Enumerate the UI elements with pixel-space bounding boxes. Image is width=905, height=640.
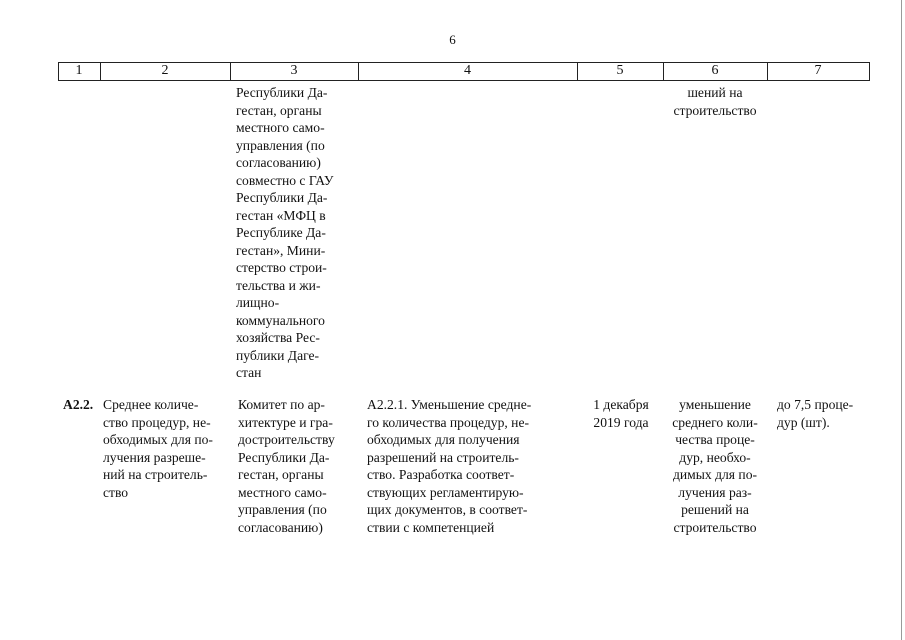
text-line: местного само- [236, 120, 325, 135]
text-line: согласованию) [238, 519, 323, 535]
text-line: лучения разреше- [103, 449, 206, 465]
text-line: управления (по [236, 137, 325, 153]
text-line: го количества процедур, не- [367, 414, 530, 430]
text-line: А2.2.1. Уменьшение средне- [367, 397, 532, 412]
text-line: 1 декабря [593, 397, 649, 412]
text-line: дур, необхо- [679, 449, 751, 465]
result-cell [663, 396, 767, 536]
text-line: уменьшение [679, 397, 751, 412]
text-line: стерство строи- [236, 260, 327, 275]
header-col-1: 1 [75, 63, 83, 78]
continuation-result-cell [663, 84, 767, 119]
text-line: дур (шт). [777, 414, 830, 430]
continuation-responsible-cell [236, 84, 354, 382]
column-divider [869, 62, 870, 80]
header-col-4: 4 [464, 63, 471, 78]
header-col-2: 2 [161, 63, 169, 78]
text-line: 2019 года [593, 414, 649, 430]
text-line: стан [236, 365, 262, 380]
header-bottom-border [58, 80, 870, 81]
text-line: гестан «МФЦ в [236, 207, 326, 223]
text-line: строительство [673, 102, 757, 118]
text-line: Республике Да- [236, 225, 326, 240]
text-line: решений на [681, 502, 749, 517]
text-line: ний на строитель- [103, 467, 208, 482]
text-line: согласованию) [236, 155, 321, 170]
text-line: гестан, органы [238, 467, 324, 482]
text-line: ствии с компетенцией [367, 519, 495, 535]
text-line: Республики Да- [236, 190, 328, 205]
text-line: совместно с ГАУ [236, 172, 334, 188]
action-cell [367, 396, 557, 536]
text-line: обходимых для по- [103, 432, 213, 447]
header-col-5: 5 [616, 63, 624, 78]
text-line: ствующих регламентирую- [367, 484, 524, 500]
text-line: обходимых для получения [367, 432, 520, 447]
page-edge [901, 0, 902, 640]
page-number: 6 [449, 32, 456, 47]
header-col-7: 7 [814, 63, 822, 78]
text-line: ство. Разработка соответ- [367, 467, 515, 482]
text-line: Республики Да- [238, 449, 330, 465]
text-line: ство процедур, не- [103, 414, 211, 430]
text-line: среднего коли- [672, 414, 758, 430]
text-line: димых для по- [672, 467, 758, 482]
text-line: местного само- [238, 484, 327, 500]
text-line: хозяйства Рес- [236, 330, 320, 345]
text-line: тельства и жи- [236, 277, 321, 293]
header-col-3: 3 [290, 63, 298, 78]
text-line: ство [103, 484, 129, 500]
text-line: достроительству [238, 432, 335, 447]
deadline-cell [582, 396, 660, 431]
text-line: щих документов, в соответ- [367, 502, 528, 517]
target-cell [777, 396, 867, 431]
text-line: до 7,5 проце- [777, 397, 854, 412]
text-line: гестан», Мини- [236, 242, 326, 258]
text-line: Комитет по ар- [238, 397, 325, 412]
text-line: чества проце- [675, 432, 755, 447]
text-line: шений на [687, 85, 743, 100]
text-line: Республики Да- [236, 85, 328, 100]
indicator-cell [103, 396, 228, 501]
header-col-6: 6 [711, 63, 719, 78]
text-line: лучения раз- [678, 484, 752, 500]
text-line: хитектуре и гра- [238, 414, 333, 430]
text-line: строительство [673, 519, 757, 535]
row-code: A2.2. [63, 397, 94, 412]
text-line: управления (по [238, 502, 327, 517]
text-line: коммунального [236, 312, 325, 328]
text-line: гестан, органы [236, 102, 322, 118]
text-line: публики Даге- [236, 347, 320, 363]
text-line: Среднее количе- [103, 397, 199, 412]
text-line: разрешений на строитель- [367, 449, 519, 465]
responsible-cell [238, 396, 356, 536]
text-line: лищно- [236, 295, 280, 310]
